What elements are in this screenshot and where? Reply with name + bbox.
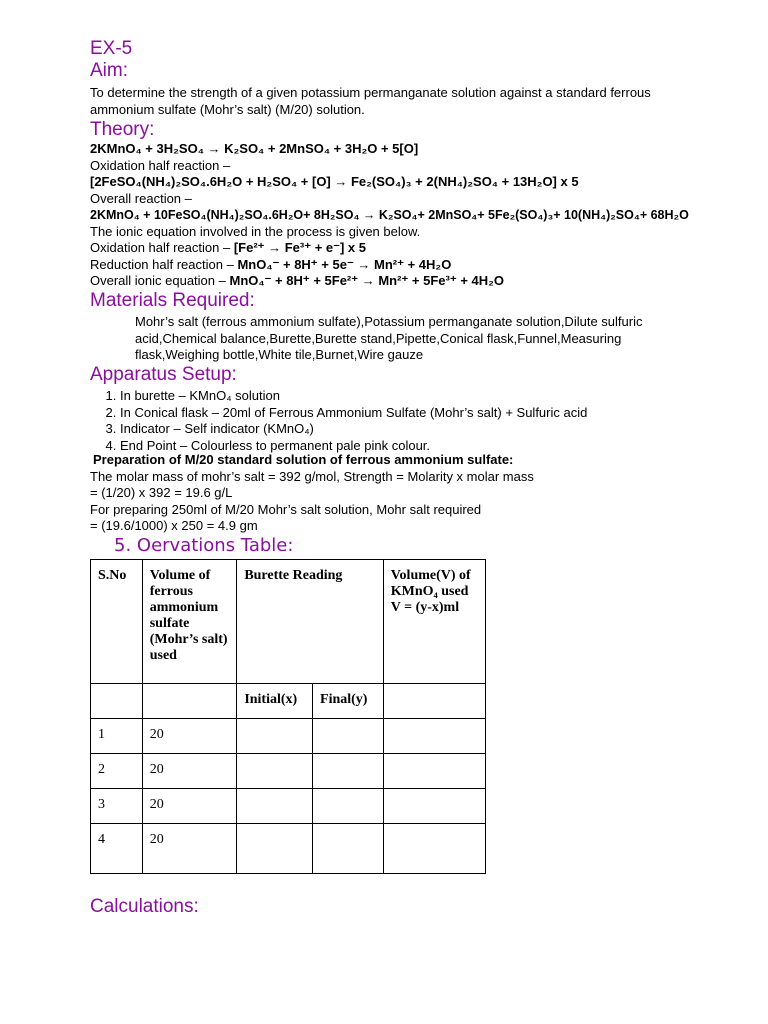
ionic-intro: The ionic equation involved in the process is given below. [90, 223, 421, 239]
theory-heading: Theory: [90, 119, 155, 140]
preparation-line-1: The molar mass of mohr’s salt = 392 g/mol, Strength = Molarity x molar mass [90, 468, 534, 484]
apparatus-item: 1. In burette – KMnO₄ solution [120, 388, 710, 405]
ionic-oxidation-label: Oxidation half reaction – [90, 240, 234, 255]
observations-heading: 5. Oervations Table: [114, 535, 294, 556]
ionic-reduction-label: Reduction half reaction – [90, 256, 238, 272]
row-volume: 20 [142, 754, 237, 789]
aim-heading: Aim: [90, 60, 128, 81]
apparatus-item: 2. In Conical flask – 20ml of Ferrous Ammonium Sulfate (Mohr’s salt) + Sulfuric acid [120, 405, 710, 422]
theory-equation-2: [2FeSO₄(NH₄)₂SO₄.6H₂O + H₂SO₄ + [O] → Fe₂(SO₄)₃ + 2(NH₄)₂SO₄ + 13H₂O] x 5 [90, 174, 579, 189]
materials-heading: Materials Required: [90, 290, 255, 311]
header-initial: Initial(x) [237, 684, 313, 719]
table-row [91, 789, 486, 824]
preparation-line-2: = (1/20) x 392 = 19.6 g/L [90, 485, 233, 500]
table-cell [237, 789, 313, 824]
header-kmno4: Volume(V) of KMnO₄ used V = (y-x)ml [383, 560, 485, 684]
table-cell [237, 754, 313, 789]
apparatus-item: 4. End Point – Colourless to permanent pale pink colour. [120, 438, 710, 455]
overall-label: Overall reaction – [90, 190, 192, 206]
calculations-heading: Calculations: [90, 896, 199, 917]
theory-equation-1: 2KMnO₄ + 3H₂SO₄ → K₂SO₄ + 2MnSO₄ + 3H₂O + 5[O] [90, 141, 419, 156]
materials-text: Mohr’s salt (ferrous ammonium sulfate),Potassium permanganate solution,Dilute sulfuric acid,Chemical balance,Burette,Burette stand,Pipette,Conical flask,Funnel,Measuring flask,Weighing bottle,White tile,Burnet,Wire gauze [135, 314, 643, 362]
row-volume: 20 [142, 719, 237, 754]
row-sno: 4 [91, 824, 143, 874]
header-sno: S.No [91, 560, 143, 684]
ionic-reduction [90, 257, 720, 274]
table-cell [91, 684, 143, 719]
table-subheader-row [91, 684, 486, 719]
header-volume: Volume of ferrous ammonium sulfate (Mohr’s salt) used [142, 560, 237, 684]
table-cell [313, 754, 384, 789]
theory-equation-3: 2KMnO₄ + 10FeSO₄(NH₄)₂SO₄.6H₂O+ 8H₂SO₄ → K₂SO₄+ 2MnSO₄+ 5Fe₂(SO₄)₃+ 10(NH₄)₂SO₄+ 68H₂O [90, 208, 689, 222]
ionic-overall-label: Overall ionic equation – [90, 273, 230, 288]
aim-text: To determine the strength of a given potassium permanganate solution against a standard ferrous ammonium sulfate (Mohr’s salt) (M/20) solution. [90, 85, 651, 117]
table-cell [383, 684, 485, 719]
table-row [91, 719, 486, 754]
table-header-row [91, 560, 486, 684]
ionic-overall [90, 273, 720, 290]
row-volume: 20 [142, 789, 237, 824]
oxidation-label: Oxidation half reaction – [90, 157, 231, 173]
ionic-reduction-equation: MnO₄⁻ + 8H⁺ + 5e⁻ → Mn²⁺ + 4H₂O [237, 256, 452, 272]
page-title: EX-5 [90, 38, 133, 59]
table-row [91, 754, 486, 789]
preparation-heading: Preparation of M/20 standard solution of ferrous ammonium sulfate: [93, 452, 514, 467]
apparatus-list [90, 388, 710, 454]
preparation-line-4: = (19.6/1000) x 250 = 4.9 gm [90, 518, 258, 533]
table-cell [313, 789, 384, 824]
preparation-line-3: For preparing 250ml of M/20 Mohr’s salt solution, Mohr salt required [90, 501, 482, 517]
row-volume: 20 [142, 824, 237, 874]
header-final: Final(y) [313, 684, 384, 719]
row-sno: 1 [91, 719, 143, 754]
header-burette: Burette Reading [237, 560, 383, 684]
table-cell [237, 824, 313, 874]
ionic-oxidation-equation: [Fe²⁺ → Fe³⁺ + e⁻] x 5 [233, 240, 367, 255]
table-cell [383, 754, 485, 789]
table-cell [313, 824, 384, 874]
row-sno: 2 [91, 754, 143, 789]
table-cell [383, 789, 485, 824]
table-row [91, 824, 486, 874]
table-cell [383, 719, 485, 754]
row-sno: 3 [91, 789, 143, 824]
observations-table [90, 559, 486, 874]
table-cell [237, 719, 313, 754]
table-cell [142, 684, 237, 719]
apparatus-item: 3. Indicator – Self indicator (KMnO₄) [120, 421, 710, 438]
ionic-overall-equation: MnO₄⁻ + 8H⁺ + 5Fe²⁺ → Mn²⁺ + 5Fe³⁺ + 4H₂O [229, 273, 505, 288]
table-cell [383, 824, 485, 874]
apparatus-heading: Apparatus Setup: [90, 364, 237, 385]
table-cell [313, 719, 384, 754]
ionic-oxidation [90, 240, 720, 257]
